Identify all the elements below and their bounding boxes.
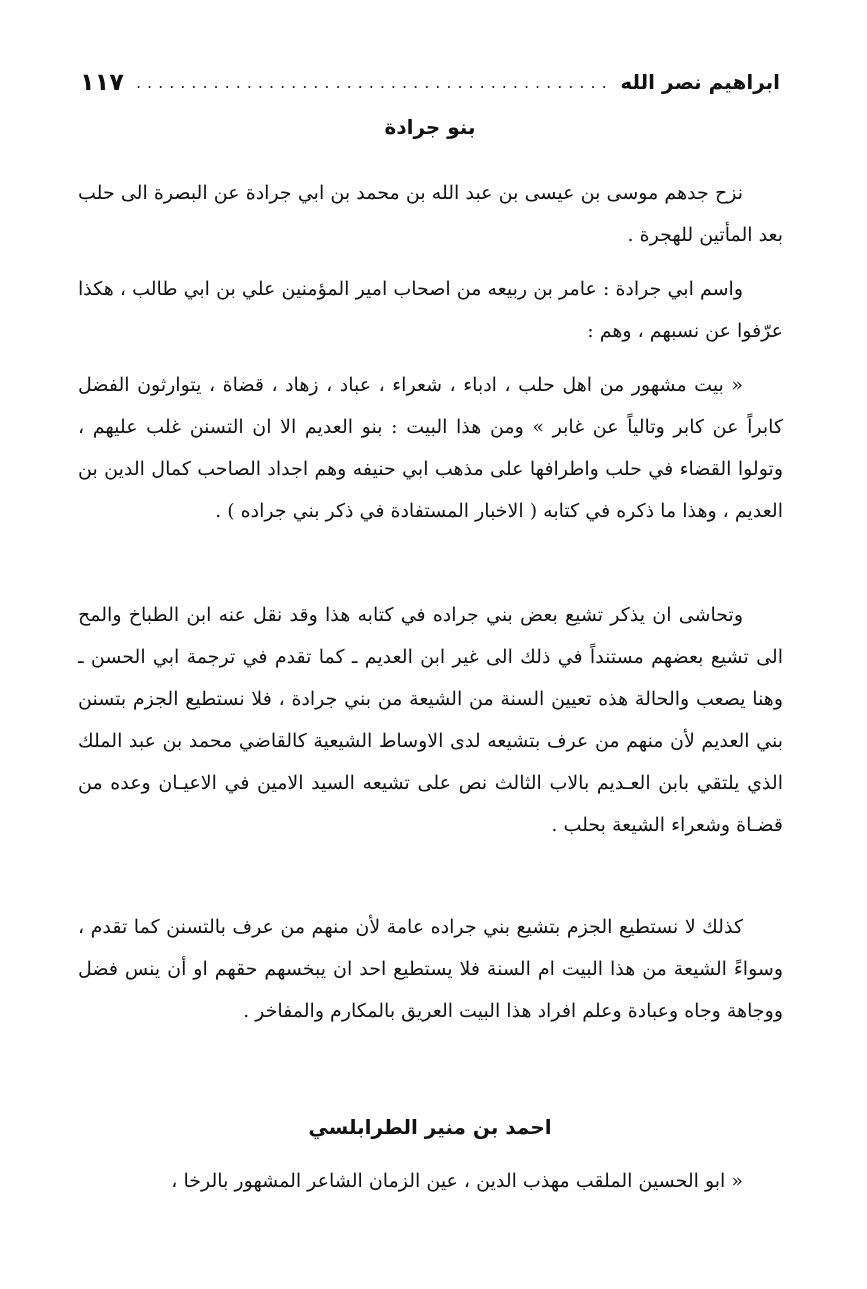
page-number: ١١٧: [80, 68, 124, 96]
paragraph-text: « بيت مشهور من اهل حلب ، ادباء ، شعراء ، عباد ، زهاد ، قضاة ، يتوارثون الفضل كابراً عن كابر وتالياً عن غابر » ومن هذا البيت : بنو العديم الا ان التسنن غلب عليهم ، وتولوا القضاء في حلب واطرافها على مذهب ابي حنيفه وهم اجداد الصاحب كمال الدين بن العديم ، وهذا ما ذكره في كتابه ( الاخبار المستفادة في ذكر بني جراده ) .: [78, 374, 783, 522]
paragraph-text: واسم ابي جرادة : عامر بن ربيعه من اصحاب امير المؤمنين علي بن ابي طالب ، هكذا عرّفوا عن نسبهم ، وهم :: [78, 278, 783, 342]
section-heading: احمد بن منير الطرابلسي: [308, 1115, 552, 1139]
paragraph-text: وتحاشى ان يذكر تشيع بعض بني جراده في كتابه هذا وقد نقل عنه ابن الطباخ والمح الى تشيع بعضهم مستنداً في ذلك الى غير ابن العديم ـ كما تقدم في ترجمة ابي الحسن ـ وهنا يصعب والحالة هذه تعيين السنة من الشيعة من بني جرادة ، فلا نستطيع الجزم بتسنن بني العديم لأن منهم من عرف بتشيعه لدى الاوساط الشيعية كالقاضي محمد بن عبد الملك الذي يلتقي بابن العـديم بالاب الثالث نص على تشيعه السيد الامين في الاعيـان وعده من قضـاة وشعراء الشيعة بحلب .: [78, 604, 783, 836]
running-header: [80, 62, 780, 102]
section-heading: بنو جرادة: [384, 115, 476, 139]
running-header-title: ابراهيم نصر الله: [620, 70, 780, 94]
body-paragraph: [78, 268, 783, 352]
paragraph-text: « ابو الحسين الملقب مهذب الدين ، عين الزمان الشاعر المشهور بالرخا ،: [171, 1170, 743, 1192]
body-paragraph: [78, 594, 783, 846]
body-paragraph: [78, 1160, 783, 1202]
body-paragraph: [78, 364, 783, 532]
paragraph-text: كذلك لا نستطيع الجزم بتشيع بني جراده عامة لأن منهم من عرف بالتسنن كما تقدم ، وسواءً الشيعة من هذا البيت ام السنة فلا يستطيع احد ان يبخسهم حقهم او أن ينس فضل ووجاهة وجاه وعبادة وعلم افراد هذا البيت العريق بالمكارم والمفاخر .: [78, 916, 783, 1022]
paragraph-text: نزح جدهم موسى بن عيسى بن عبد الله بن محمد بن ابي جرادة عن البصرة الى حلب بعد المأتين للهجرة .: [78, 182, 783, 246]
body-paragraph: [78, 906, 783, 1032]
body-paragraph: [78, 172, 783, 256]
dot-leader: [136, 73, 608, 92]
